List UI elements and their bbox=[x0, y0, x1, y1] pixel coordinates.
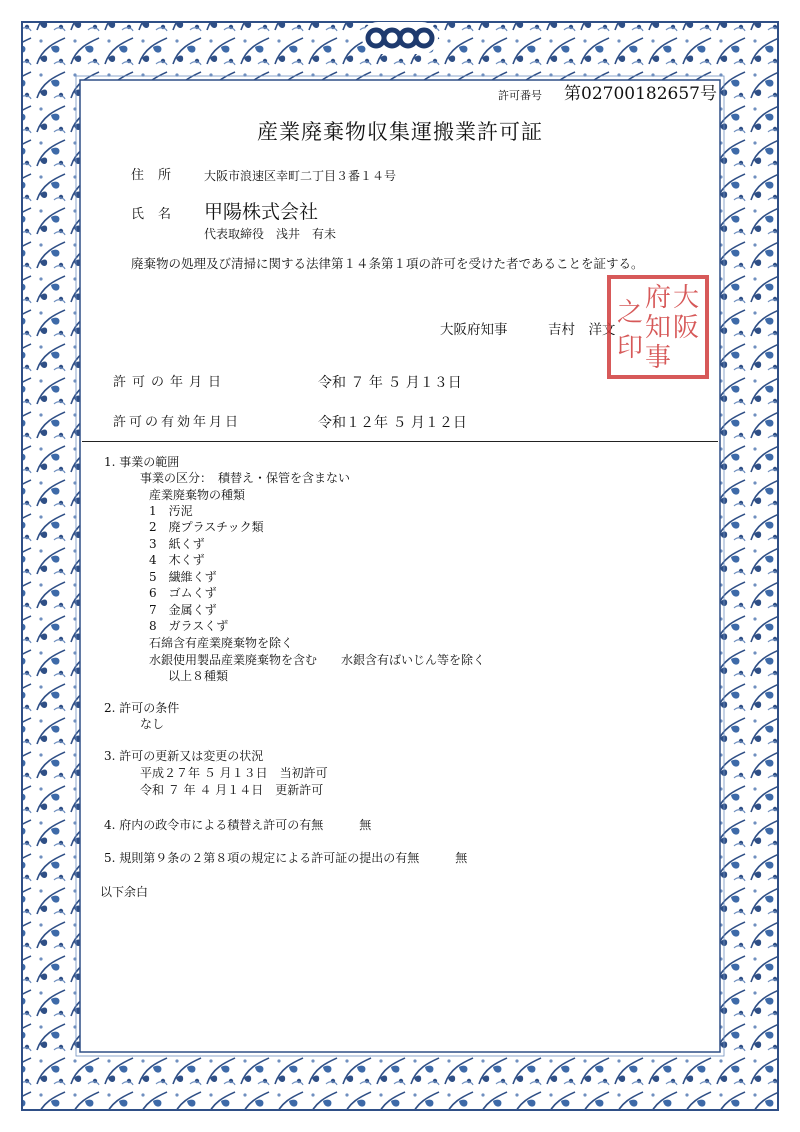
mercury-note: 水銀使用製品産業廃棄物を含む 水銀含有ばいじん等を除く bbox=[149, 653, 486, 667]
business-category: 事業の区分： 積替え・保管を含まない bbox=[140, 471, 351, 485]
history-line: 令和 ７ 年 ４ 月１４日 更新許可 bbox=[140, 783, 324, 797]
waste-type-item: 4 木くず bbox=[149, 553, 205, 567]
representative: 代表取締役 浅井 有未 bbox=[204, 227, 337, 241]
section-1-title: 1. 事業の範囲 bbox=[104, 455, 180, 469]
waste-type-total: 以上８種類 bbox=[168, 669, 229, 683]
waste-type-item: 5 繊維くず bbox=[149, 570, 217, 584]
section-4: 4. 府内の政令市による積替え許可の有無 無 bbox=[104, 818, 372, 832]
history-line: 平成２７年 ５ 月１３日 当初許可 bbox=[140, 766, 328, 780]
seal-char-3: 府 bbox=[644, 283, 672, 313]
asbestos-note: 石綿含有産業廃棄物を除く bbox=[149, 636, 294, 650]
address-label: 住所 bbox=[131, 168, 186, 183]
address-value: 大阪市浪速区幸町二丁目３番１４号 bbox=[204, 169, 397, 183]
permit-number: 第02700182657号 bbox=[564, 84, 717, 104]
expiry-date-label: 許可の有効年月日 bbox=[113, 415, 242, 430]
issuer-governor: 大阪府知事 吉村 洋文 bbox=[440, 322, 616, 338]
section-3-title: 3. 許可の更新又は変更の状況 bbox=[104, 749, 264, 763]
expiry-date: 令和１２年 ５ 月１２日 bbox=[318, 415, 467, 431]
seal-char-1: 大 bbox=[672, 283, 700, 313]
waste-type-item: 7 金属くず bbox=[149, 603, 217, 617]
waste-type-item: 2 廃プラスチック類 bbox=[149, 520, 264, 534]
seal-char-6: 之 bbox=[616, 298, 644, 328]
permit-number-label: 許可番号 bbox=[498, 89, 542, 102]
waste-types-heading: 産業廃棄物の種類 bbox=[149, 488, 246, 502]
waste-type-item: 3 紙くず bbox=[149, 537, 205, 551]
issue-date: 令和 ７ 年 ５ 月１３日 bbox=[318, 375, 462, 391]
document-title: 産業廃棄物収集運搬業許可証 bbox=[257, 120, 543, 144]
official-seal bbox=[606, 274, 710, 380]
waste-type-item: 1 汚泥 bbox=[149, 504, 193, 518]
section-5: 5. 規則第９条の２第８項の規定による許可証の提出の有無 無 bbox=[104, 851, 468, 865]
issue-date-label: 許可の年月日 bbox=[113, 375, 228, 390]
divider bbox=[82, 441, 718, 442]
company-name: 甲陽株式会社 bbox=[204, 201, 319, 223]
certification-statement: 廃棄物の処理及び清掃に関する法律第１４条第１項の許可を受けた者であることを証する。 bbox=[131, 256, 644, 271]
permit-conditions: なし bbox=[140, 717, 165, 731]
seal-char-4: 知 bbox=[644, 313, 672, 343]
section-2-title: 2. 許可の条件 bbox=[104, 701, 180, 715]
closing-remark: 以下余白 bbox=[100, 885, 149, 899]
waste-type-item: 6 ゴムくず bbox=[149, 586, 217, 600]
prefecture-emblem bbox=[362, 16, 438, 60]
waste-type-item: 8 ガラスくず bbox=[149, 619, 229, 633]
seal-char-7: 印 bbox=[616, 333, 644, 363]
seal-char-2: 阪 bbox=[672, 313, 700, 343]
seal-char-5: 事 bbox=[644, 343, 672, 373]
name-label: 氏名 bbox=[131, 207, 186, 222]
